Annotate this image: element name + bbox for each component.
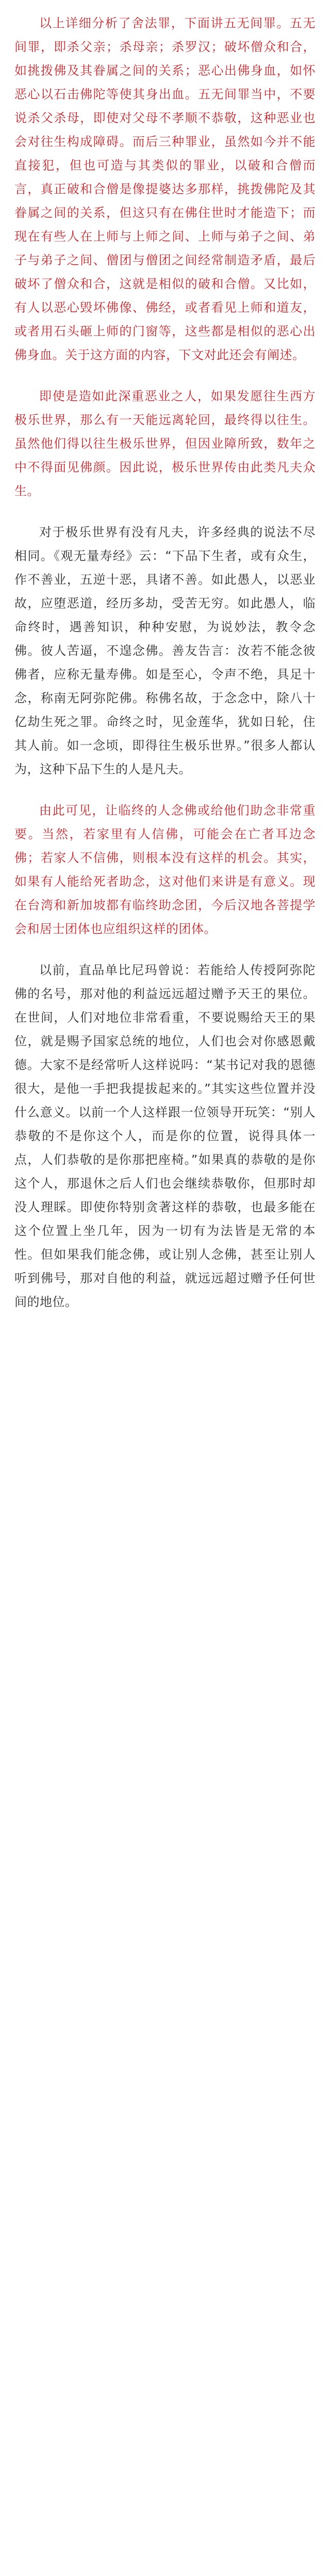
paragraph-buddha-name-benefit: 以前，直品单比尼玛曾说：若能给人传授阿弥陀佛的名号，那对他的利益远远超过赠予天王的果位。在世间，人们对地位非常看重，不要说赐给天王的果位，就是赐予国家总统的地位，人们也会对你感恩戴德。大家不是经常听人这样说吗：“某书记对我的恩德很大，是他一手把我提拔起来的。”其实这些位置并没什么意义。以前一个人这样跟一位领导开玩笑：“别人恭敬的不是你这个人，而是你的位置，说得具体一点，人们恭敬的是你那把座椅。”如果真的恭敬的是你这个人，那退休之后人们也会继续恭敬你，但那时却没人理睬。即使你特别贪著这样的恭敬，也最多能在这个位置上坐几年，因为一切有为法皆是无常的本性。但如果我们能念佛，或让别人念佛，甚至让别人听到佛号，那对自他的利益，就远远超过赠予任何世间的地位。 [14,963,316,1309]
paragraph-deathbed-recitation: 由此可见，让临终的人念佛或给他们助念非常重要。当然，若家里有人信佛，可能会在亡者耳边念佛；若家人不信佛，则根本没有这样的机会。其实，如果有人能给死者助念，这对他们来讲是有意义。现在台湾和新加坡都有临终助念团，今后汉地各菩提学会和居士团体也应组织这样的团体。 [14,803,316,936]
paragraph-rebirth-after-evil: 即使是造如此深重恶业之人，如果发愿往生西方极乐世界，那么有一天能远离轮回，最终得以往生。虽然他们得以往生极乐世界，但因业障所致，数年之中不得面见佛颜。因此说，极乐世界传由此类凡夫众生。 [14,389,316,498]
paragraph-contemplation-sutra: 对于极乐世界有没有凡夫，许多经典的说法不尽相同。《观无量寿经》云：“下品下生者，或有众生，作不善业，五逆十恶，具诸不善。如此愚人，以恶业故，应堕恶道，经历多劫，受苦无穷。如此愚人，临命终时，遇善知识，种种安慰，为说妙法，教令念佛。彼人苦逼，不遑念佛。善友告言：汝若不能念彼佛者，应称无量寿佛。如是至心，令声不绝，具足十念，称南无阿弥陀佛。称佛名故，于念念中，除八十亿劫生死之罪。命终之时，见金莲华，犹如日轮，住其人前。如一念顷，即得往生极乐世界。”很多人都认为，这种下品下生的人是凡夫。 [14,525,316,776]
paragraph-five-heinous-crimes: 以上详细分析了舍法罪，下面讲五无间罪。五无间罪，即杀父亲；杀母亲；杀罗汉；破坏僧众和合，如挑拨佛及其眷属之间的关系；恶心出佛身血，如怀恶心以石击佛陀等使其身出血。五无间罪当中，不要说杀父杀母，即使对父母不孝顺不恭敬，这种恶业也会对往生构成障碍。而后三种罪业，虽然如今并不能直接犯，但也可造与其类似的罪业，以破和合僧而言，真正破和合僧是像提婆达多那样，挑拨佛陀及其眷属之间的关系，但这只有在佛住世时才能造下；而现在有些人在上师与上师之间、上师与弟子之间、弟子与弟子之间、僧团与僧团之间经常制造矛盾，最后破坏了僧众和合，这就是相似的破和合僧。又比如，有人以恶心毁坏佛像、佛经，或者看见上师和道友，或者用石头砸上师的门窗等，这些都是相似的恶心出佛身血。关于这方面的内容，下文对此还会有阐述。 [14,16,316,362]
